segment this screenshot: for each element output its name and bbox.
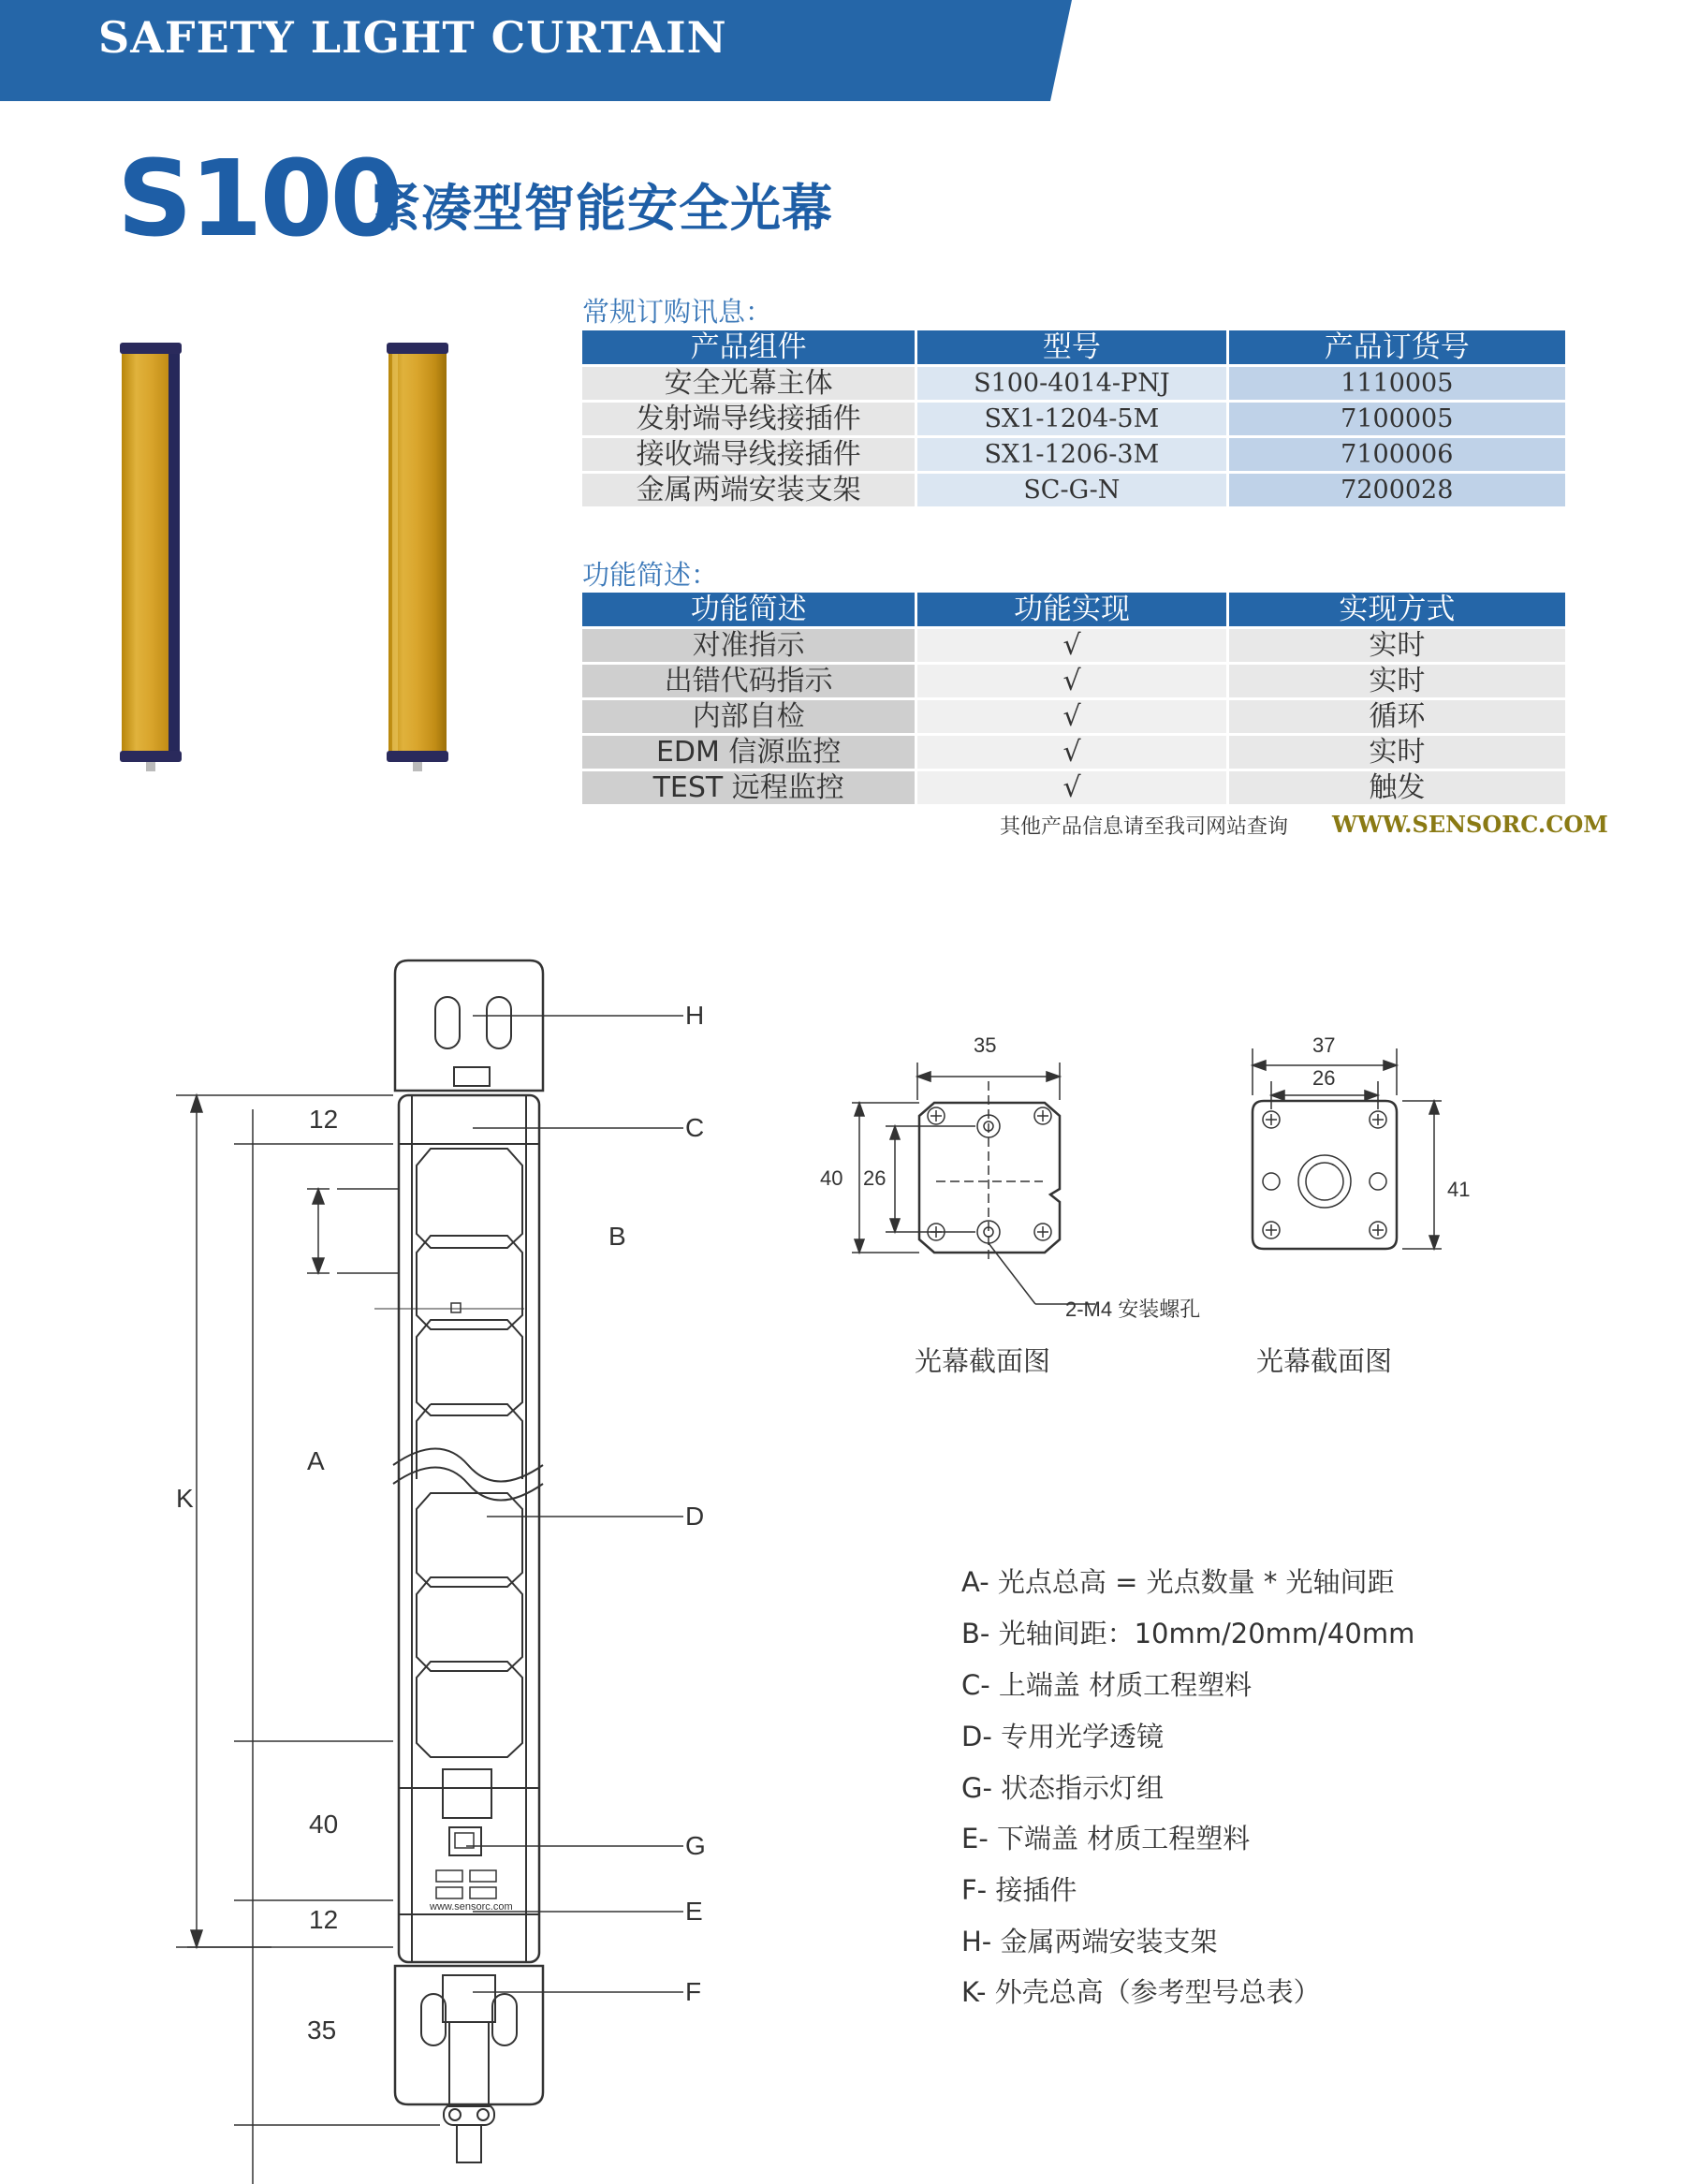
function-check-cell: √ [917, 629, 1225, 662]
order-number-cell: 7100005 [1229, 403, 1565, 435]
callout-f: F [685, 1977, 702, 2006]
dim-width-37: 37 [1312, 1033, 1336, 1057]
dim-height-26: 26 [863, 1166, 886, 1190]
function-check-cell: √ [917, 665, 1225, 697]
callout-h: H [685, 1001, 705, 1030]
table-row [582, 403, 1565, 435]
function-name-cell: 对准指示 [582, 629, 915, 662]
table-header-row [582, 593, 1565, 626]
dim-label-bracket: 35 [307, 2015, 337, 2045]
order-number-cell: 7200028 [1229, 474, 1565, 506]
legend-item: F- 接插件 [961, 1874, 1077, 1906]
column-header: 功能简述 [582, 593, 915, 626]
table-row [582, 700, 1565, 733]
product-subtitle: 紧凑型智能安全光幕 [370, 179, 833, 238]
table-header-row [582, 330, 1565, 364]
dim-label-b: B [608, 1222, 626, 1251]
order-number-cell: 7100006 [1229, 438, 1565, 471]
dim-label-k: K [176, 1484, 194, 1513]
dim-height-41: 41 [1447, 1178, 1471, 1201]
function-name-cell: EDM 信源监控 [582, 736, 915, 769]
section-caption-left: 光幕截面图 [915, 1345, 1051, 1377]
dim-label-lower: 40 [309, 1810, 339, 1839]
model-cell: SX1-1204-5M [917, 403, 1225, 435]
column-header: 型号 [917, 330, 1225, 364]
ordering-table [579, 328, 1568, 509]
callout-d: D [685, 1502, 705, 1531]
dim-label-top-cap: 12 [309, 1105, 339, 1134]
legend-item: A- 光点总高 = 光点数量 * 光轴间距 [961, 1566, 1395, 1598]
footnote-text: 其他产品信息请至我司网站查询 [1000, 815, 1289, 839]
table-row [582, 474, 1565, 506]
component-cell: 发射端导线接插件 [582, 403, 915, 435]
function-check-cell: √ [917, 771, 1225, 804]
function-mode-cell: 实时 [1229, 629, 1565, 662]
column-header: 实现方式 [1229, 593, 1565, 626]
functions-table [579, 590, 1568, 807]
functions-section-label: 功能简述： [582, 559, 719, 591]
model-cell: SX1-1206-3M [917, 438, 1225, 471]
model-cell: SC-G-N [917, 474, 1225, 506]
function-check-cell: √ [917, 700, 1225, 733]
component-cell: 金属两端安装支架 [582, 474, 915, 506]
ordering-section-label: 常规订购讯息： [582, 296, 773, 328]
callout-e: E [685, 1897, 703, 1926]
hole-label: 2-M4 安装螺孔 [1065, 1297, 1201, 1321]
table-row [582, 771, 1565, 804]
legend-item: H- 金属两端安装支架 [961, 1926, 1218, 1957]
product-model: S100 [117, 139, 401, 260]
body-website-text: www.sensorc.com [430, 1901, 513, 1913]
cross-section-right [1236, 983, 1516, 1283]
table-row [582, 367, 1565, 400]
function-mode-cell: 实时 [1229, 736, 1565, 769]
function-name-cell: TEST 远程监控 [582, 771, 915, 804]
component-cell: 安全光幕主体 [582, 367, 915, 400]
legend-item: D- 专用光学透镜 [961, 1721, 1165, 1752]
dim-width-26: 26 [1312, 1066, 1336, 1090]
component-cell: 接收端导线接插件 [582, 438, 915, 471]
function-mode-cell: 实时 [1229, 665, 1565, 697]
legend-item: G- 状态指示灯组 [961, 1772, 1165, 1804]
legend-item: K- 外壳总高（参考型号总表） [961, 1976, 1321, 2008]
legend-item: B- 光轴间距：10mm/20mm/40mm [961, 1618, 1415, 1649]
callout-g: G [685, 1831, 706, 1860]
table-row [582, 438, 1565, 471]
table-row [582, 629, 1565, 662]
section-caption-right: 光幕截面图 [1256, 1345, 1393, 1377]
model-cell: S100-4014-PNJ [917, 367, 1225, 400]
legend-item: E- 下端盖 材质工程塑料 [961, 1823, 1251, 1854]
column-header: 产品订货号 [1229, 330, 1565, 364]
table-row [582, 665, 1565, 697]
function-mode-cell: 循环 [1229, 700, 1565, 733]
dim-height-40: 40 [820, 1166, 843, 1190]
light-curtain-drawing [176, 955, 740, 2172]
table-row [582, 736, 1565, 769]
receiver-bar-image [379, 337, 463, 777]
emitter-bar-image [112, 337, 197, 777]
dim-label-bottom-cap: 12 [309, 1905, 339, 1934]
banner-title: SAFETY LIGHT CURTAIN [98, 12, 727, 63]
cross-section-left [814, 1011, 1236, 1329]
function-mode-cell: 触发 [1229, 771, 1565, 804]
legend-item: C- 上端盖 材质工程塑料 [961, 1669, 1253, 1701]
function-name-cell: 内部自检 [582, 700, 915, 733]
order-number-cell: 1110005 [1229, 367, 1565, 400]
column-header: 功能实现 [917, 593, 1225, 626]
dim-width-35: 35 [974, 1033, 997, 1057]
function-check-cell: √ [917, 736, 1225, 769]
website-link[interactable]: WWW.SENSORC.COM [1332, 811, 1608, 838]
callout-c: C [685, 1113, 705, 1142]
function-name-cell: 出错代码指示 [582, 665, 915, 697]
column-header: 产品组件 [582, 330, 915, 364]
dim-label-a: A [307, 1446, 325, 1475]
